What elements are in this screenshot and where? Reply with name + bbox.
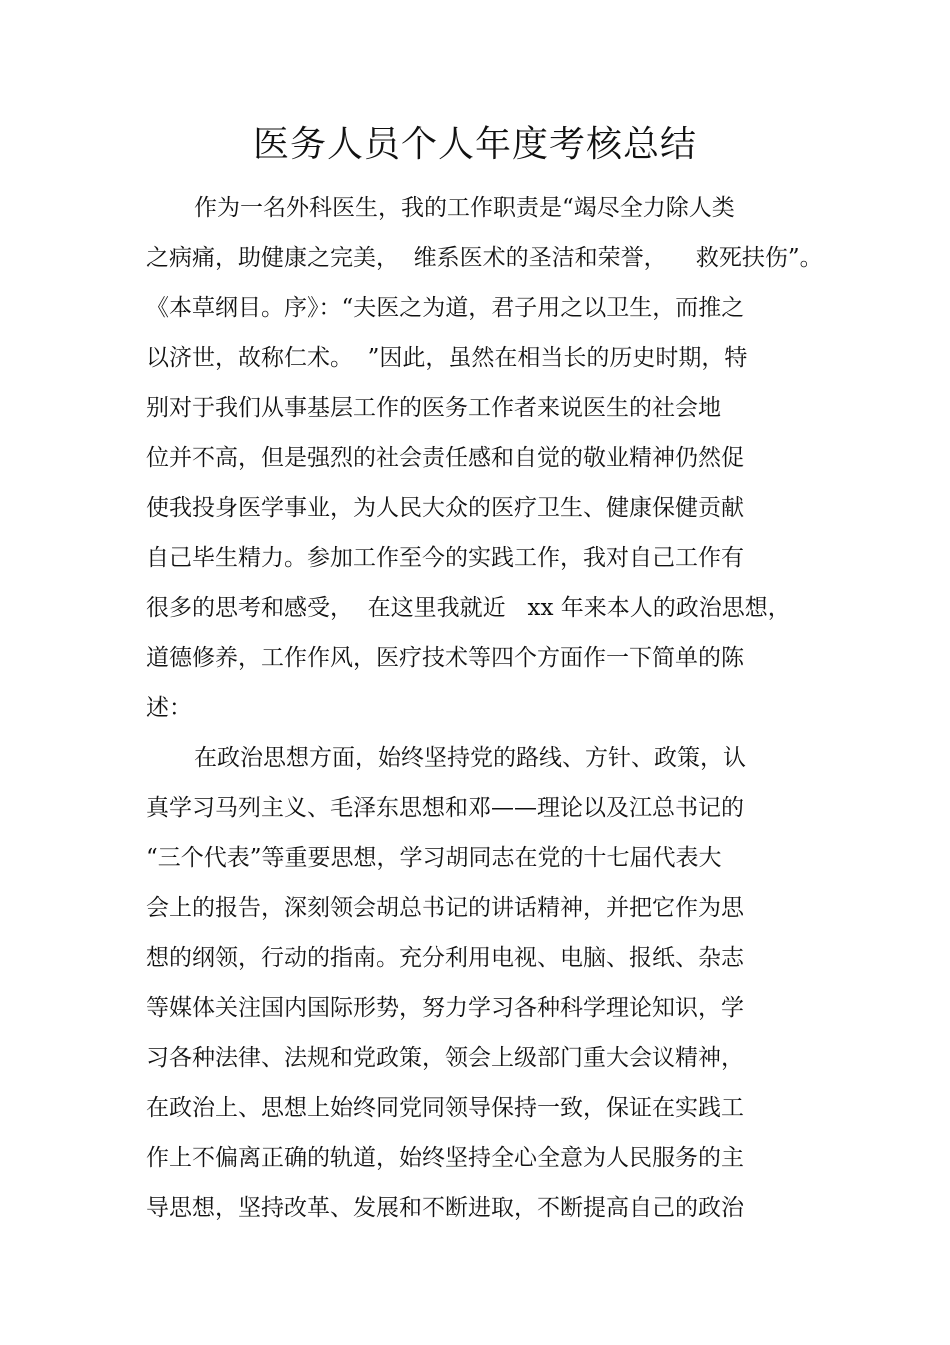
text-line: 等媒体关注国内国际形势，努力学习各种科学理论知识，学 [146,995,744,1021]
text-line: 作上不偏离正确的轨道，始终坚持全心全意为人民服务的主 [146,1145,744,1171]
text-line: 道德修养，工作作风，医疗技术等四个方面作一下简单的陈 [146,645,744,671]
text-line: 导思想，坚持改革、发展和不断进取，不断提高自己的政治 [146,1195,744,1221]
text-line: 述： [146,695,192,721]
text-line: 使我投身医学事业，为人民大众的医疗卫生、健康保健贡献 [146,495,744,521]
text-line: 想的纲领，行动的指南。充分利用电视、电脑、报纸、杂志 [146,945,744,971]
text-line: 真学习马列主义、毛泽东思想和邓——理论以及江总书记的 [146,795,744,821]
text-line: 会上的报告，深刻领会胡总书记的讲话精神，并把它作为思 [146,895,744,921]
text-line: 自己毕生精力。参加工作至今的实践工作，我对自己工作有 [146,545,744,571]
text-line: 习各种法律、法规和党政策，领会上级部门重大会议精神， [146,1045,744,1071]
text-line: 别对于我们从事基层工作的医务工作者来说医生的社会地 [146,395,721,421]
text-line: “三个代表”等重要思想，学习胡同志在党的十七届代表大 [146,845,722,871]
text-line: 在政治思想方面，始终坚持党的路线、方针、政策，认 [194,745,746,771]
text-line: 《本草纲目。序》：“夫医之为道，君子用之以卫生，而推之 [146,295,745,321]
text-line: 在政治上、思想上始终同党同领导保持一致，保证在实践工 [146,1095,744,1121]
text-line: 以济世，故称仁术。 ”因此，虽然在相当长的历史时期，特 [146,345,748,371]
text-line: 很多的思考和感受， 在这里我就近 xx 年来本人的政治思想， [146,595,791,621]
text-line: 作为一名外科医生，我的工作职责是“竭尽全力除人类 [194,195,735,221]
text-line: 位并不高，但是强烈的社会责任感和自觉的敬业精神仍然促 [146,445,744,471]
document-title: 医务人员个人年度考核总结 [252,124,697,165]
text-line: 之病痛，助健康之完美， 维系医术的圣洁和荣誉， 救死扶伤”。 [146,245,823,271]
